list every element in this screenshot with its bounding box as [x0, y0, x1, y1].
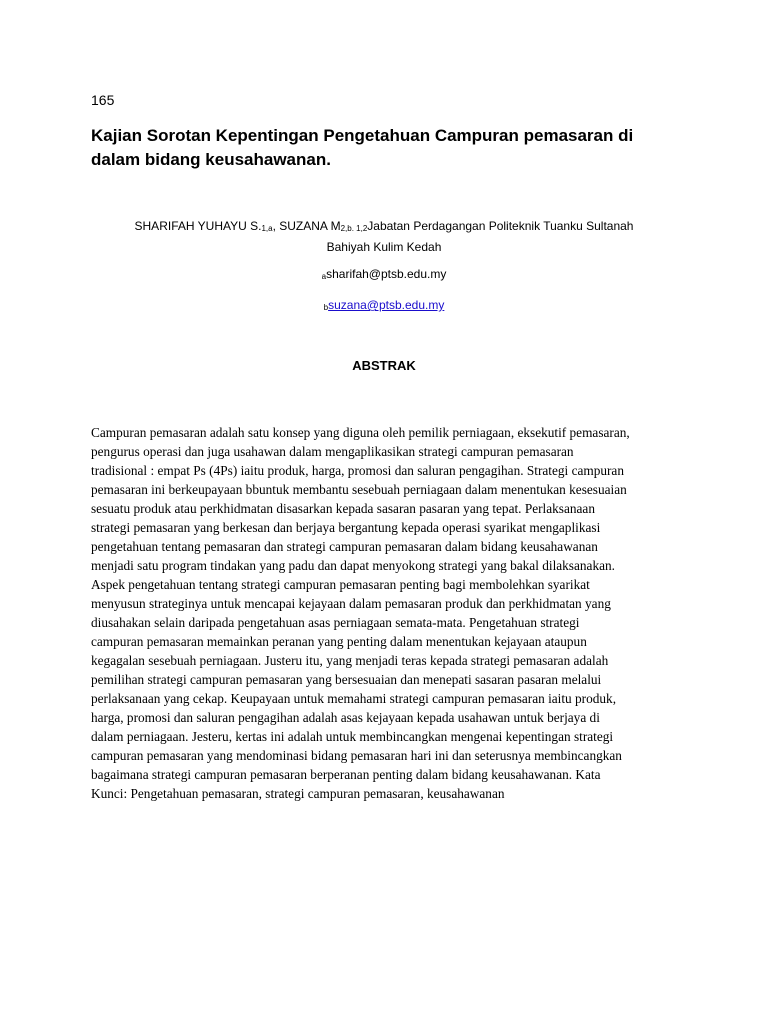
abstract-line: harga, promosi dan saluran pengagihan adalah asas kejayaan kepada usahawan untuk berjaya di [91, 710, 600, 725]
abstract-line: strategi pemasaran yang berkesan dan berjaya bergantung kepada operasi syarikat mengaplikasi [91, 520, 601, 535]
abstract-line: Aspek pengetahuan tentang strategi campuran pemasaran penting bagi membolehkan syarikat [91, 577, 590, 592]
abstract-line: pengetahuan tentang pemasaran dan strategi campuran pemasaran dalam bidang keusahawanan [91, 539, 598, 554]
abstract-line: dalam perniagaan. Jesteru, kertas ini adalah untuk membincangkan mengenai kepentingan strategi [91, 729, 614, 744]
email-mark: a [321, 272, 327, 281]
abstract-line: pemasaran ini berkeupayaan bbuntuk membantu sesebuah perniagaan dalam menentukan kesesuaian [91, 482, 627, 497]
author-separator: , [272, 219, 280, 233]
abstract-line: perlaksanaan yang cekap. Keupayaan untuk memahami strategi campuran pemasaran iaitu produk, [91, 691, 617, 706]
affiliation-part-1: Jabatan Perdagangan Politeknik Tuanku Sultanah [367, 219, 634, 233]
email-mark: b [323, 303, 329, 312]
author-2-superscript: 2,b [340, 224, 352, 233]
author-block [91, 217, 677, 256]
abstract-line: menyusun strateginya untuk mencapai kejayaan dalam pemasaran produk dan perkhidmatan yang [91, 596, 611, 611]
affiliation-superscript: . 1,2 [351, 224, 368, 233]
abstract-line: bagaimana strategi campuran pemasaran berperanan penting dalam bidang keusahawanan. Kata [91, 767, 601, 782]
abstract-line: menjadi satu program tindakan yang padu dan dapat menyokong strategi yang bakal dilaksanakan. [91, 558, 615, 573]
abstract-line: campuran pemasaran yang mendominasi bidang pemasaran hari ini dan seterusnya membincangkan [91, 748, 622, 763]
affiliation-part-2: Bahiyah Kulim Kedah [326, 240, 442, 254]
abstract-body [91, 423, 683, 803]
abstract-line: Campuran pemasaran adalah satu konsep yang diguna oleh pemilik perniagaan, eksekutif pemasaran, [91, 425, 630, 440]
abstract-line: pengurus operasi dan juga usahawan dalam mengaplikasikan strategi campuran pemasaran [91, 444, 574, 459]
author-1-email [91, 266, 677, 285]
abstract-line: kegagalan sesebuah perniagaan. Justeru itu, yang menjadi teras kepada strategi pemasaran adalah [91, 653, 609, 668]
abstract-line: pemilihan strategi campuran pemasaran yang bersesuaian dan menepati sasaran pasaran melalui [91, 672, 602, 687]
abstract-line: diusahakan selain daripada pengetahuan asas perniagaan semata-mata. Pengetahuan strategi [91, 615, 580, 630]
abstract-heading: ABSTRAK [352, 358, 416, 373]
author-2-name: SUZANA M [279, 219, 341, 233]
author-1-superscript: 1,a [261, 224, 273, 233]
page-number: 165 [91, 92, 115, 108]
author-2-email [91, 297, 677, 316]
author-1-name: SHARIFAH YUHAYU S. [134, 219, 262, 233]
abstract-line: sesuatu produk atau perkhidmatan disasarkan kepada sasaran pasaran yang tepat. Perlaksanaan [91, 501, 595, 516]
abstract-line: Kunci: Pengetahuan pemasaran, strategi campuran pemasaran, keusahawanan [91, 786, 505, 801]
abstract-line: tradisional : empat Ps (4Ps) iaitu produk, harga, promosi dan saluran pengagihan. Strategi campuran [91, 463, 624, 478]
email-link[interactable]: suzana@ptsb.edu.my [328, 298, 445, 312]
email-address[interactable]: sharifah@ptsb.edu.my [326, 267, 447, 281]
title-line-2: dalam bidang keusahawanan. [91, 150, 331, 169]
paper-title [91, 124, 691, 172]
abstract-line: campuran pemasaran memainkan peranan yang penting dalam menentukan kejayaan ataupun [91, 634, 587, 649]
title-line-1: Kajian Sorotan Kepentingan Pengetahuan Campuran pemasaran di [91, 126, 634, 145]
